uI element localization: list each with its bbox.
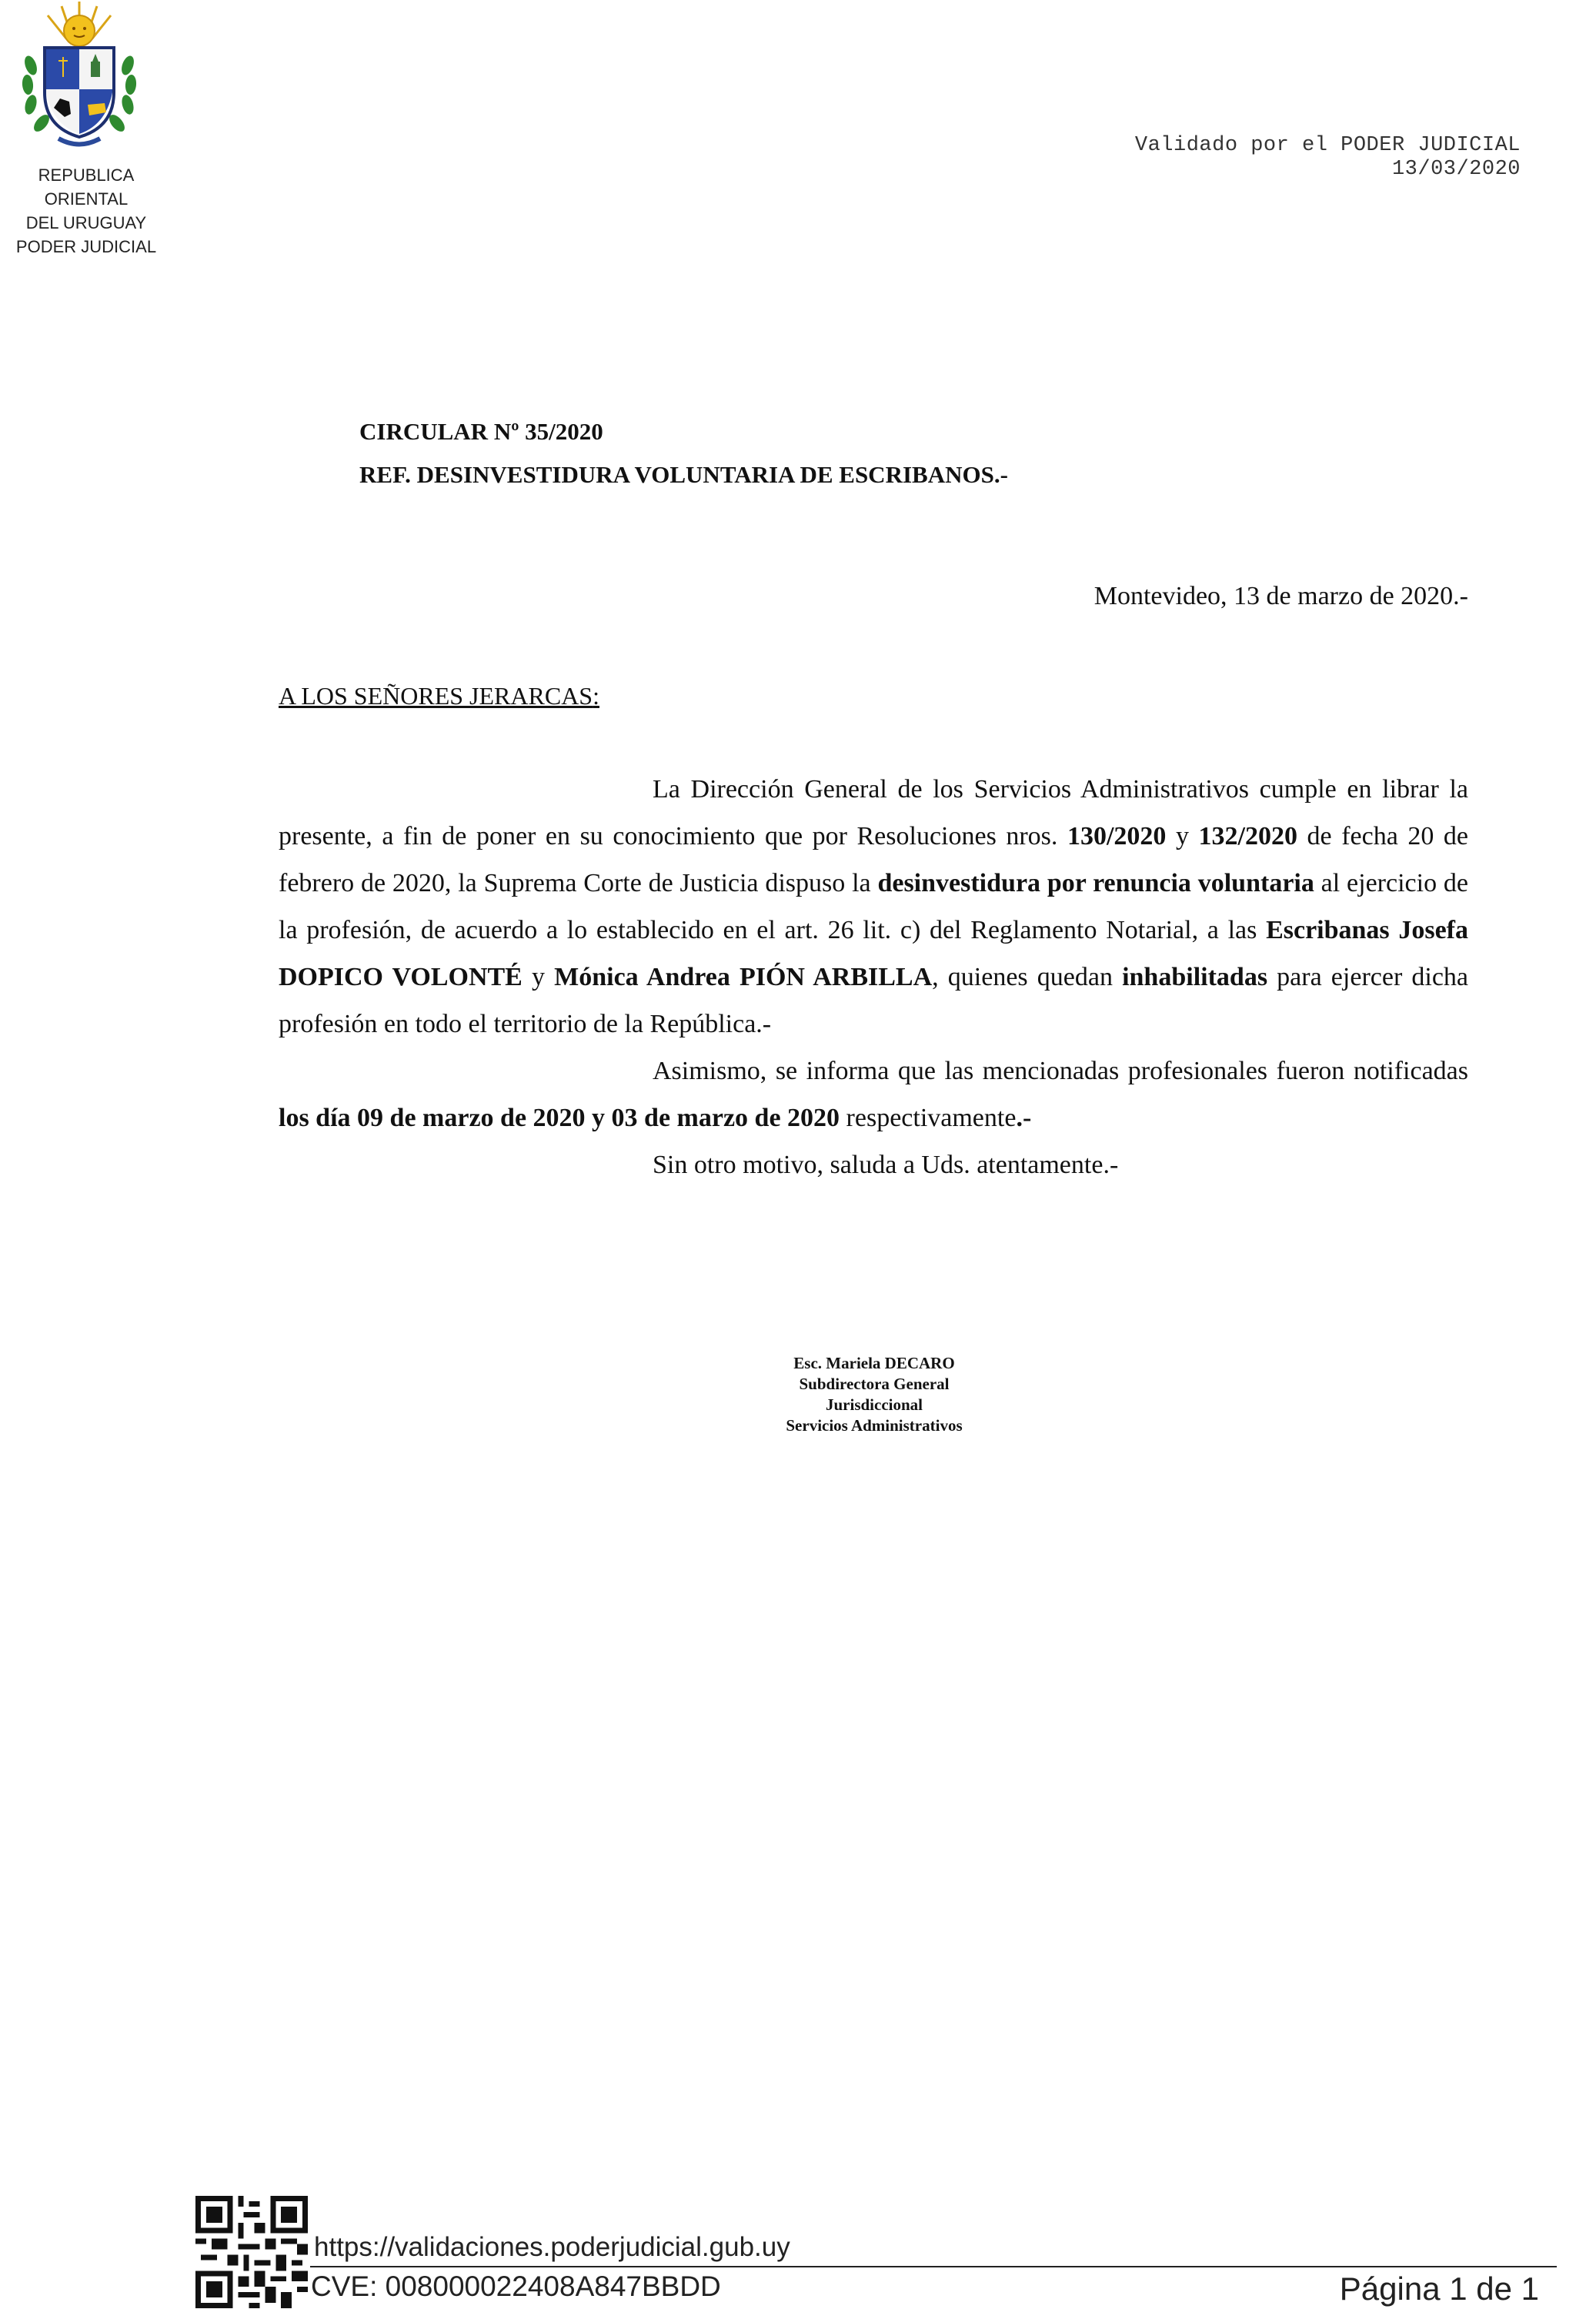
- validation-url[interactable]: https://validaciones.poderjudicial.gub.uy: [314, 2232, 790, 2262]
- addressee-colon: :: [593, 682, 599, 710]
- circular-reference: REF. DESINVESTIDURA VOLUNTARIA DE ESCRIBANOS.-: [359, 461, 1008, 488]
- p2-text-2: respectivamente: [840, 1104, 1017, 1132]
- footer-divider: [310, 2266, 1557, 2267]
- p2-bold-1: los día 09 de marzo de 2020 y 03 de marzo de 2020: [279, 1104, 840, 1132]
- p2-bold-2: .-: [1016, 1104, 1032, 1132]
- circular-heading: [359, 410, 1008, 496]
- addressee-text: A LOS SEÑORES JERARCAS: [279, 682, 593, 710]
- signatory-title: Subdirectora General Jurisdiccional: [799, 1375, 950, 1414]
- p1-text-5: y: [522, 963, 555, 991]
- addressee: [279, 682, 599, 710]
- page-number: Página 1 de 1: [1339, 2271, 1539, 2307]
- p1-bold-1: 130/2020: [1067, 822, 1167, 850]
- coat-of-arms-logo: [14, 0, 145, 158]
- p1-bold-6: inhabilitadas: [1122, 963, 1268, 991]
- p1-bold-4: Escribanas Josefa DOPICO VOLONTÉ: [279, 916, 1468, 991]
- p1-text-4: al ejercicio de la profesión, de acuerdo a lo establecido en el art. 26 lit. c) del Reglamento Notarial, a las: [279, 869, 1468, 944]
- paragraph-3: Sin otro motivo, saluda a Uds. atentamente.-: [653, 1151, 1119, 1179]
- p1-bold-5: Mónica Andrea PIÓN ARBILLA: [554, 963, 933, 991]
- validation-date: 13/03/2020: [1391, 158, 1521, 181]
- paragraph-1: [279, 766, 1468, 1048]
- p1-bold-3: desinvestidura por renuncia voluntaria: [877, 869, 1314, 897]
- signature-block: [770, 1353, 979, 1436]
- crest-caption-line-1: REPUBLICA ORIENTAL: [38, 165, 135, 209]
- circular-body: [279, 766, 1468, 1188]
- crest-caption-line-2: DEL URUGUAY: [25, 213, 147, 232]
- signatory-name: Esc. Mariela DECARO: [793, 1354, 955, 1372]
- signatory-office: Servicios Administrativos: [786, 1416, 963, 1435]
- paragraph-2: [279, 1048, 1468, 1141]
- p1-text-1: La Dirección General de los Servicios Administrativos cumple en librar la presente, a fin de poner en su conocimiento que por Resoluciones nros.: [279, 775, 1468, 850]
- cve-code: CVE: 008000022408A847BBDD: [311, 2271, 721, 2302]
- validation-stamp: [1135, 134, 1521, 182]
- p1-text-6: , quienes quedan: [932, 963, 1123, 991]
- sun-emblem: [48, 2, 111, 46]
- qr-code: [195, 2196, 308, 2308]
- p1-text-7: para ejercer dicha profesión en todo el territorio de la República.-: [279, 963, 1469, 1038]
- crest-caption: [0, 163, 172, 259]
- p1-text-3: de fecha 20 de febrero de 2020, la Suprema Corte de Justicia dispuso la: [279, 822, 1469, 897]
- p2-text-1: Asimismo, se informa que las mencionadas profesionales fueron notificadas: [653, 1057, 1468, 1085]
- crest-caption-line-3: PODER JUDICIAL: [15, 237, 157, 256]
- circular-number: CIRCULAR Nº 35/2020: [359, 418, 603, 445]
- p1-bold-2: 132/2020: [1198, 822, 1297, 850]
- p1-text-2: y: [1166, 822, 1199, 850]
- validation-text: Validado por el PODER JUDICIAL: [1134, 134, 1521, 157]
- place-date: Montevideo, 13 de marzo de 2020.-: [1093, 582, 1468, 610]
